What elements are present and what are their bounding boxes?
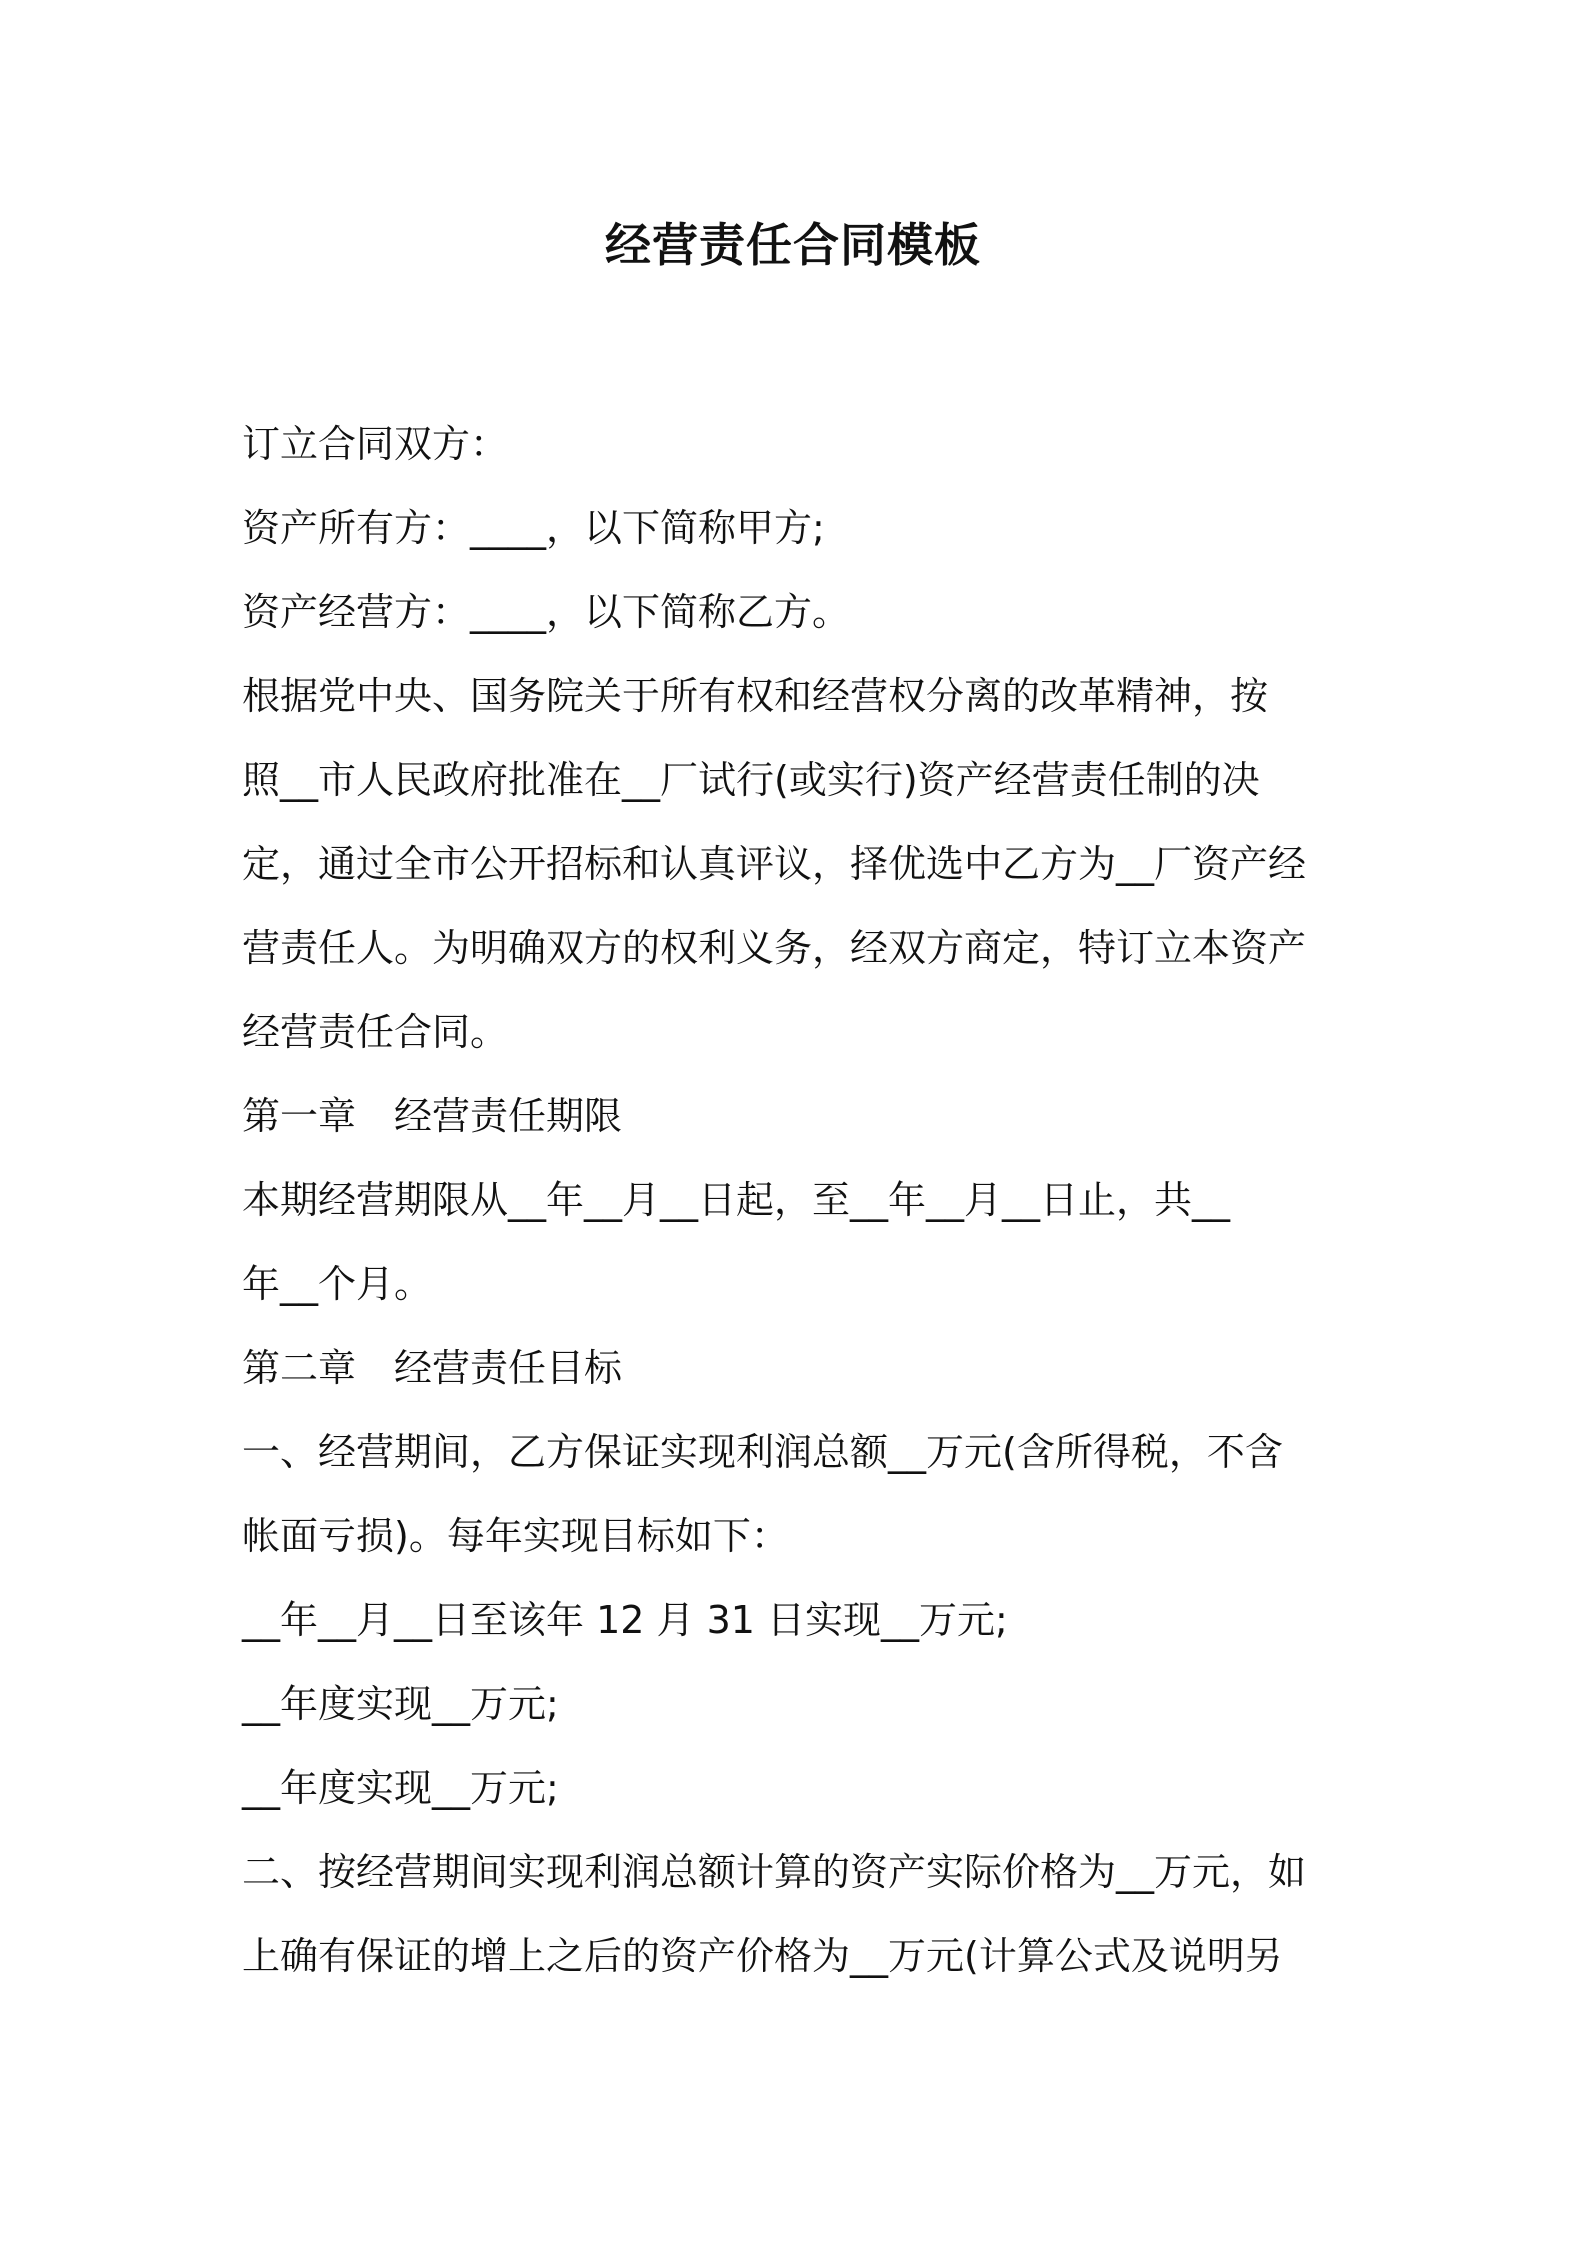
- paragraph-line: 上确有保证的增上之后的资产价格为__万元(计算公式及说明另: [242, 1934, 1283, 1978]
- paragraph-line: 资产所有方：____，以下简称甲方;: [242, 506, 825, 550]
- paragraph-line: 经营责任合同。: [242, 1010, 509, 1054]
- paragraph-line: 订立合同双方：: [242, 422, 509, 466]
- paragraph-line: __年度实现__万元;: [242, 1682, 559, 1726]
- paragraph-line: 定，通过全市公开招标和认真评议，择优选中乙方为__厂资产经: [242, 842, 1307, 886]
- paragraph-line: __年度实现__万元;: [242, 1766, 559, 1810]
- paragraph-line: __年__月__日至该年 12 月 31 日实现__万元;: [242, 1598, 1008, 1642]
- document-title: 经营责任合同模板: [605, 218, 981, 272]
- paragraph-line: 根据党中央、国务院关于所有权和经营权分离的改革精神，按: [242, 674, 1269, 718]
- paragraph-line: 一、经营期间，乙方保证实现利润总额__万元(含所得税，不含: [242, 1430, 1283, 1474]
- paragraph-line: 帐面亏损)。每年实现目标如下：: [242, 1514, 789, 1558]
- paragraph-line: 营责任人。为明确双方的权利义务，经双方商定，特订立本资产: [242, 926, 1307, 970]
- paragraph-line: 照__市人民政府批准在__厂试行(或实行)资产经营责任制的决: [242, 758, 1260, 802]
- paragraph-line: 年__个月。: [242, 1262, 433, 1306]
- paragraph-line: 资产经营方：____，以下简称乙方。: [242, 590, 851, 634]
- chapter-heading: 第二章 经营责任目标: [242, 1346, 623, 1390]
- chapter-heading: 第一章 经营责任期限: [242, 1094, 623, 1138]
- paragraph-line: 本期经营期限从__年__月__日起，至__年__月__日止，共__: [242, 1178, 1231, 1222]
- document-body: [242, 402, 1362, 1998]
- paragraph-line: 二、按经营期间实现利润总额计算的资产实际价格为__万元，如: [242, 1850, 1307, 1894]
